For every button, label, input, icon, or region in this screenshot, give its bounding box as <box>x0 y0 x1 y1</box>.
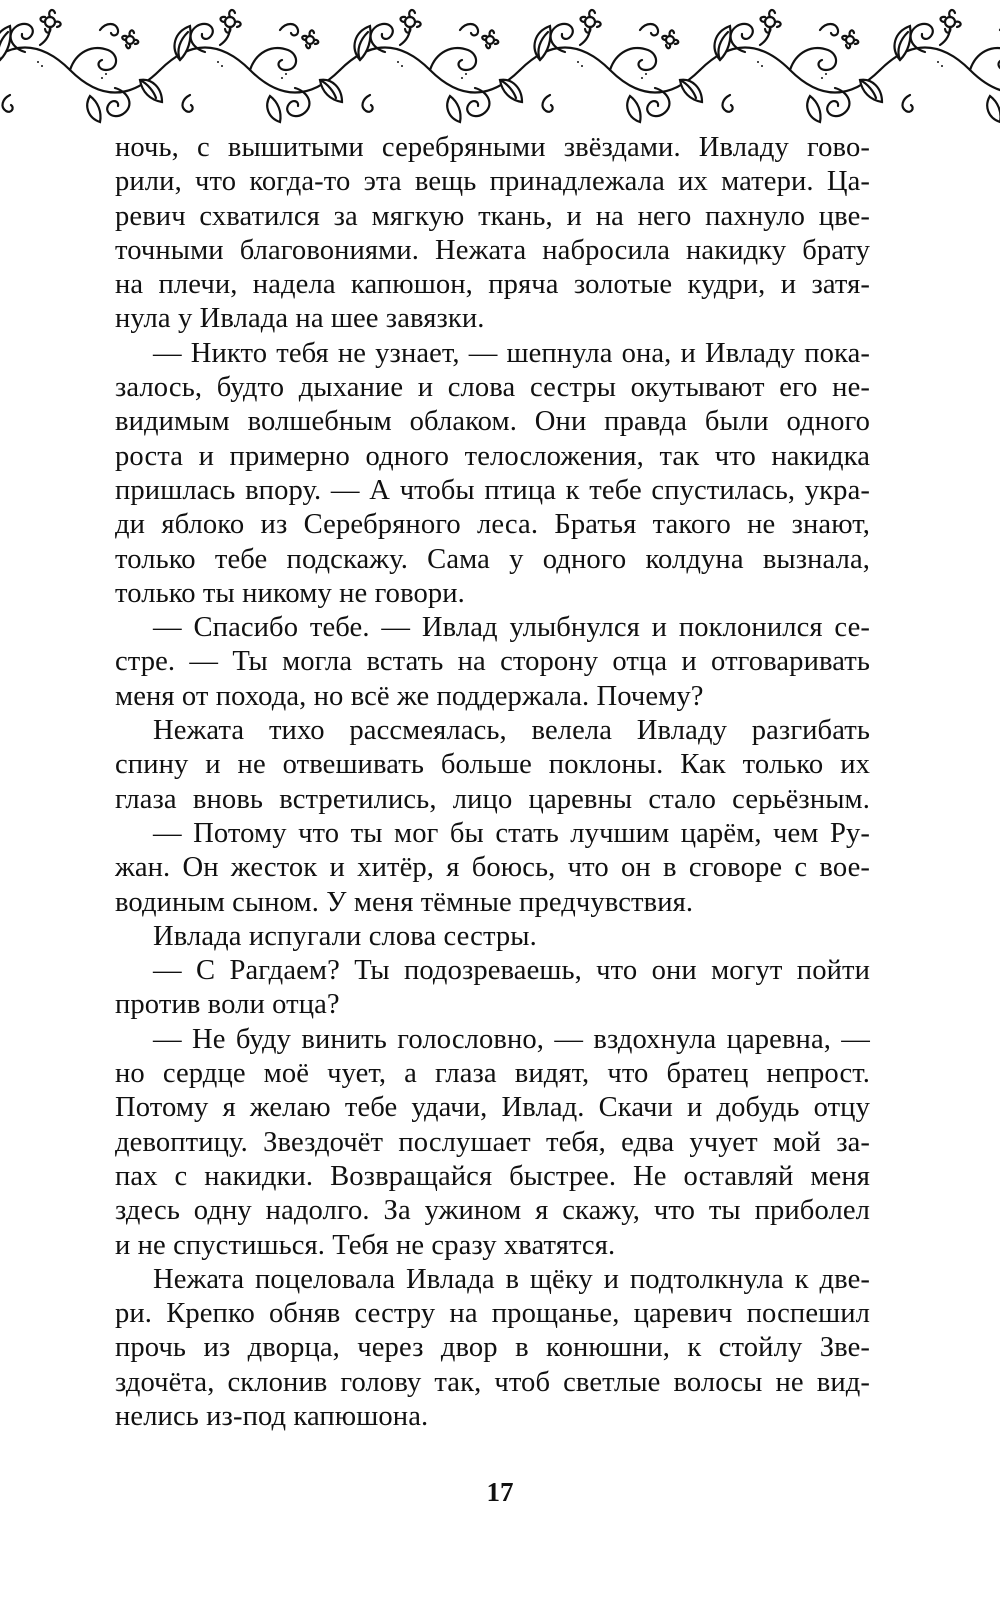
text-line: — Не буду винить голословно, — вздохнула царевна, — <box>153 1023 870 1055</box>
text-line: девоптицу. Звездочёт послушает тебя, едва учует мой за- <box>115 1126 870 1158</box>
text-line: ночь, с вышитыми серебряными звёздами. Ивладу гово- <box>115 132 870 163</box>
text-line: видимым волшебным облаком. Они правда были одного <box>115 406 870 438</box>
text-line: прочь из дворца, через двор в конюшни, к стойлу Зве- <box>115 1332 870 1364</box>
text-line: спину и не отвешивать больше поклоны. Как только их <box>115 749 870 781</box>
text-line: — Спасибо тебе. — Ивлад улыбнулся и поклонился се- <box>153 612 870 644</box>
text-line: нелись из-под капюшона. <box>115 1400 429 1432</box>
text-line: стре. — Ты могла встать на сторону отца и отговаривать <box>115 646 870 678</box>
text-line: жан. Он жесток и хитёр, я боюсь, что он в сговоре с вое- <box>115 852 870 884</box>
text-line: только тебе подскажу. Сама у одного колдуна вызнала, <box>115 543 870 575</box>
text-line: меня от похода, но всё же поддержала. Почему? <box>115 680 704 712</box>
floral-vine-ornament-icon <box>0 0 1000 125</box>
text-line: — С Рагдаем? Ты подозреваешь, что они могут пойти <box>153 955 870 987</box>
text-line: Нежата поцеловала Ивлада в щёку и подтолкнула к две- <box>153 1263 870 1295</box>
text-line: Потому я желаю тебе удачи, Ивлад. Скачи и добудь отцу <box>115 1092 870 1124</box>
text-line: ди яблоко из Серебряного леса. Братья такого не знают, <box>115 509 870 541</box>
text-line: пришлась впору. — А чтобы птица к тебе спустилась, укра- <box>115 474 870 506</box>
text-line: роста и примерно одного телосложения, так что накидка <box>115 440 870 472</box>
text-line: точными благовониями. Нежата набросила накидку брату <box>115 234 870 266</box>
text-line: здесь одну надолго. За ужином я скажу, что ты приболел <box>115 1195 870 1227</box>
text-line: против воли отца? <box>115 989 340 1021</box>
text-line: глаза вновь встретились, лицо царевны стало серьёзным. <box>115 783 870 815</box>
page-number: 17 <box>486 1477 514 1507</box>
text-line: водиным сыном. У меня тёмные предчувствия. <box>115 886 694 918</box>
text-line: ревич схватился за мягкую ткань, и на него пахнуло цве- <box>115 200 870 232</box>
text-line: рили, что когда-то эта вещь принадлежала их матери. Ца- <box>115 166 870 198</box>
text-line: только ты никому не говори. <box>115 577 465 609</box>
text-line: Нежата тихо рассмеялась, велела Ивладу разгибать <box>153 715 870 747</box>
text-line: — Потому что ты мог бы стать лучшим царём, чем Ру- <box>153 817 870 849</box>
text-line: залось, будто дыхание и слова сестры окутывают его не- <box>115 372 870 404</box>
text-line: здочёта, склонив голову так, чтоб светлые волосы не вид- <box>115 1366 870 1398</box>
text-line: на плечи, надела капюшон, пряча золотые кудри, и затя- <box>115 269 870 301</box>
text-line: но сердце моё чует, а глаза видят, что братец непрост. <box>115 1058 870 1090</box>
text-line: — Никто тебя не узнает, — шепнула она, и Ивладу пока- <box>153 337 870 369</box>
text-line: и не спустишься. Тебя не сразу хватятся. <box>115 1229 616 1261</box>
body-text <box>115 131 870 1434</box>
text-line: нула у Ивлада на шее завязки. <box>115 303 485 335</box>
text-line: Ивлада испугали слова сестры. <box>153 920 537 952</box>
text-line: пах с накидки. Возвращайся быстрее. Не оставляй меня <box>115 1160 870 1192</box>
text-line: ри. Крепко обняв сестру на прощанье, царевич поспешил <box>115 1298 870 1330</box>
